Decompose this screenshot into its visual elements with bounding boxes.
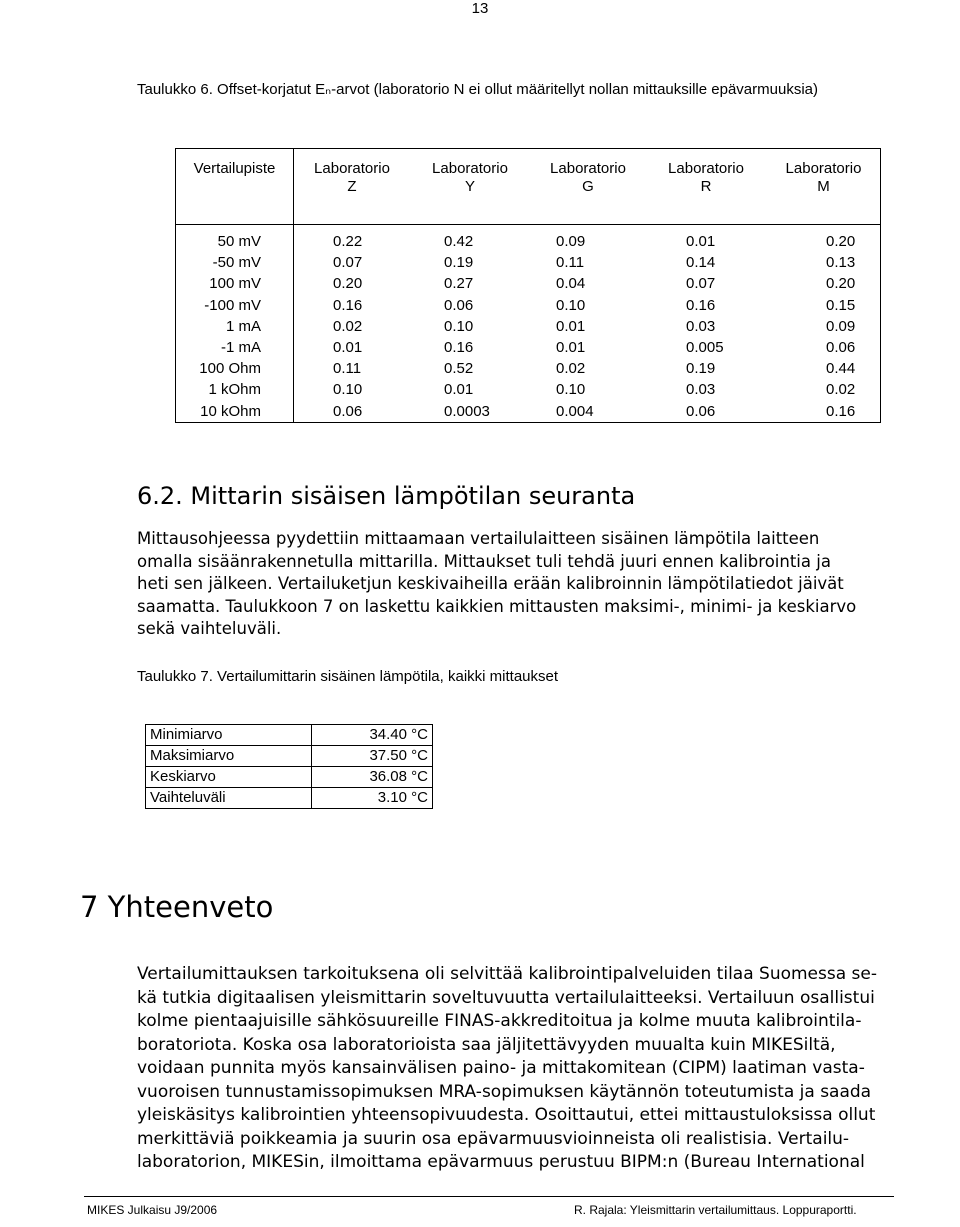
table7-caption: Taulukko 7. Vertailumittarin sisäinen lämpötila, kaikki mittaukset <box>137 668 559 685</box>
table6-value-cell: 0.11 <box>556 254 585 272</box>
table6-value-cell: 0.27 <box>444 275 474 293</box>
table6-value-cell: 0.10 <box>444 317 474 335</box>
table7-value: 37.50 °C <box>312 746 433 767</box>
table6-value-cell: 0.14 <box>686 254 716 272</box>
table7-value: 3.10 °C <box>312 788 433 809</box>
table6-header-point <box>176 160 293 178</box>
header-label: Laboratorio <box>550 160 626 177</box>
header-lab-code: Z <box>347 178 357 195</box>
paragraph-line: Mittausohjeessa pyydettiin mittaamaan vertailulaitteen sisäinen lämpötila laitteen <box>137 529 820 548</box>
table6-value-cell: 0.19 <box>686 360 716 378</box>
table6-value-cell: 0.02 <box>826 381 856 399</box>
table6-row-point: 1 mA <box>225 317 261 335</box>
table6-value-cell: 0.06 <box>826 339 856 356</box>
section-6-2-heading: 6.2. Mittarin sisäisen lämpötilan seuranta <box>137 482 636 510</box>
table6-value-cell: 0.42 <box>444 233 474 250</box>
table6-header-lab-m <box>765 160 882 196</box>
table6-value-cell: 0.02 <box>333 317 363 335</box>
table6-value-cell: 0.16 <box>686 296 716 314</box>
paragraph-line: voidaan punnita myös kansainvälisen paino- ja mittakomitean (CIPM) laatiman vasta- <box>137 1058 865 1078</box>
table6-value-cell: 0.22 <box>333 233 363 250</box>
paragraph-line: laboratorion, MIKESin, ilmoittama epävarmuus perustuu BIPM:n (Bureau International <box>137 1152 865 1172</box>
table6-value-cell: 0.52 <box>444 360 474 378</box>
table6-value-cell: 0.09 <box>826 317 856 335</box>
section-7-paragraph <box>137 963 877 1175</box>
table-row <box>146 725 433 746</box>
table6-value-cell: 0.20 <box>333 275 363 293</box>
table7-label: Keskiarvo <box>146 767 312 788</box>
paragraph-line: vuoroisen tunnustamissopimuksen MRA-sopimuksen käytännön toteutumista ja saada <box>137 1081 872 1102</box>
table6-row-point: 50 mV <box>217 233 261 250</box>
table7-label: Maksimiarvo <box>146 746 312 767</box>
table6-row-point: -50 mV <box>212 254 261 272</box>
paragraph-line: boratoriota. Koska osa laboratorioista saa jäljitettävyyden muualta kuin MIKESiltä, <box>137 1034 836 1055</box>
footer-publication: MIKES Julkaisu J9/2006 <box>87 1203 218 1217</box>
table6-value-cell: 0.44 <box>826 360 856 378</box>
header-label: Laboratorio <box>785 160 862 177</box>
paragraph-line: omalla sisäänrakennetulla mittarilla. Mittaukset tuli tehdä juuri ennen kalibrointia ja <box>137 551 831 571</box>
table7 <box>145 724 433 809</box>
table6-value-cell: 0.0003 <box>444 402 490 420</box>
table6-row-point: 100 mV <box>209 275 261 293</box>
table6-value-cell: 0.13 <box>826 254 856 272</box>
header-label: Laboratorio <box>314 160 390 177</box>
header-lab-code: R <box>700 178 712 195</box>
table6-value-cell: 0.06 <box>333 402 363 420</box>
table6-value-cell: 0.005 <box>686 339 724 356</box>
table-row <box>146 767 433 788</box>
table6-value-cell: 0.06 <box>686 402 716 420</box>
footer-rule <box>84 1196 894 1197</box>
table-row <box>146 746 433 767</box>
table6-value-cell: 0.01 <box>686 233 716 250</box>
table7-value: 34.40 °C <box>312 725 433 746</box>
table6-value-cell: 0.07 <box>333 254 363 272</box>
paragraph-line: yleiskäsitys kalibrointien yhteensopivuudesta. Osoittautui, ettei mittaustuloksissa ollut <box>137 1105 876 1125</box>
header-lab-code: M <box>817 178 830 195</box>
table6-header-lab-r <box>647 160 765 196</box>
paragraph-line: sekä vaihteluväli. <box>137 619 282 639</box>
table6-value-cell: 0.03 <box>686 317 716 335</box>
header-label: Laboratorio <box>432 160 508 177</box>
table6-value-cell: 0.01 <box>444 381 474 399</box>
table6-row-point: -1 mA <box>220 339 261 356</box>
footer-report-title: R. Rajala: Yleismittarin vertailumittaus. Loppuraportti. <box>574 1203 857 1217</box>
table7-value: 36.08 °C <box>312 767 433 788</box>
paragraph-line: kä tutkia digitaalisen yleismittarin soveltuvuutta vertailulaitteeksi. Vertailuun osallistui <box>137 987 875 1008</box>
page-number: 13 <box>471 0 489 17</box>
table6-header-divider <box>176 224 880 225</box>
header-label: Laboratorio <box>668 160 744 177</box>
paragraph-line: saamatta. Taulukkoon 7 on laskettu kaikkien mittausten maksimi-, minimi- ja keskiarvo <box>137 596 857 616</box>
table6-value-cell: 0.004 <box>556 402 594 420</box>
table6-value-cell: 0.15 <box>826 296 856 314</box>
paragraph-line: Vertailumittauksen tarkoituksena oli selvittää kalibrointipalveluiden tilaa Suomessa se- <box>137 964 878 984</box>
table6-value-cell: 0.19 <box>444 254 474 272</box>
table7-label: Minimiarvo <box>146 725 312 746</box>
table6-value-cell: 0.11 <box>333 360 362 378</box>
table6-value-cell: 0.04 <box>556 275 586 293</box>
table7-label: Vaihteluväli <box>146 788 312 809</box>
table6-value-cell: 0.16 <box>444 339 474 356</box>
table6-row-point: 100 Ohm <box>199 360 261 378</box>
table6-value-cell: 0.10 <box>556 296 586 314</box>
header-lab-code: Y <box>464 178 475 195</box>
table6-value-cell: 0.16 <box>333 296 363 314</box>
paragraph-line: heti sen jälkeen. Vertailuketjun keskivaiheilla erään kalibroinnin lämpötilatiedot jäivät <box>137 574 844 594</box>
table6-value-cell: 0.10 <box>556 381 586 399</box>
header-lab-code: G <box>582 178 594 195</box>
table6-row-point: -100 mV <box>204 296 261 314</box>
header-label: Vertailupiste <box>193 160 276 177</box>
table-row <box>146 788 433 809</box>
table6-value-cell: 0.16 <box>826 402 856 420</box>
table6-value-cell: 0.01 <box>333 339 363 356</box>
table6-value-cell: 0.01 <box>556 317 586 335</box>
table6-row-point: 1 kOhm <box>208 381 261 399</box>
table6-caption: Taulukko 6. Offset-korjatut Eₙ-arvot (laboratorio N ei ollut määritellyt nollan mittauksille epävarmuuksia) <box>137 81 818 98</box>
table6-value-cell: 0.20 <box>826 233 856 250</box>
paragraph-line: kolme pientaajuisille sähkösuureille FINAS-akkreditoitua ja kolme muuta kalibrointila- <box>137 1011 862 1031</box>
table6-header-lab-z <box>293 160 411 196</box>
table6-value-cell: 0.06 <box>444 296 474 314</box>
table6-row-point: 10 kOhm <box>200 402 261 420</box>
table6-value-cell: 0.09 <box>556 233 586 250</box>
table6-value-cell: 0.01 <box>556 339 586 356</box>
table6-header-lab-y <box>411 160 529 196</box>
table6-header-lab-g <box>529 160 647 196</box>
table6-value-cell: 0.03 <box>686 381 716 399</box>
section-6-2-paragraph <box>137 528 856 641</box>
table6 <box>175 148 881 423</box>
paragraph-line: merkittäviä poikkeamia ja suurin osa epävarmuusvioinneista oli realistisia. Vertailu- <box>137 1128 850 1149</box>
table6-value-cell: 0.07 <box>686 275 716 293</box>
section-7-heading: 7 Yhteenveto <box>80 890 274 924</box>
table6-value-cell: 0.10 <box>333 381 363 399</box>
table6-value-cell: 0.02 <box>556 360 586 378</box>
table6-value-cell: 0.20 <box>826 275 856 293</box>
